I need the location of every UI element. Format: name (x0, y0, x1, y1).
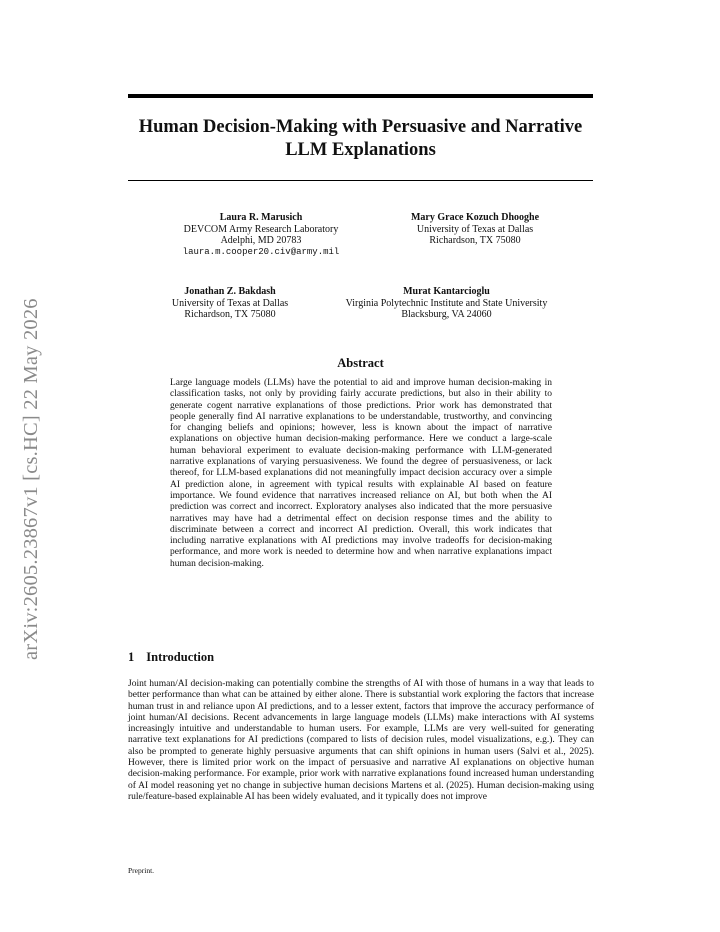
author-block (150, 286, 310, 321)
author-name: Mary Grace Kozuch Dhooghe (410, 212, 540, 223)
author-location: Blacksburg, VA 24060 (401, 309, 492, 320)
author-email[interactable]: laura.m.cooper20.civ@army.mil (182, 246, 340, 257)
title-top-rule (128, 94, 593, 98)
author-affiliation: Virginia Polytechnic Institute and State University (345, 297, 548, 309)
arxiv-identifier: arXiv:2605.23867v1 [cs.HC] 22 May 2026 (20, 298, 42, 660)
footer-note: Preprint. (128, 866, 155, 875)
abstract-heading: Abstract (337, 356, 384, 370)
author-block (170, 212, 352, 258)
author-location: Richardson, TX 75080 (184, 309, 276, 320)
paper-title: Human Decision-Making with Persuasive and Narrative LLM Explanations (138, 117, 583, 160)
section-heading (128, 650, 214, 665)
section-number: 1 (128, 650, 135, 664)
author-location: Richardson, TX 75080 (429, 235, 521, 246)
author-name: Laura R. Marusich (219, 212, 303, 223)
author-affiliation: University of Texas at Dallas (171, 297, 289, 309)
author-block (323, 286, 570, 321)
author-name: Jonathan Z. Bakdash (184, 286, 276, 297)
author-block (395, 212, 555, 247)
author-affiliation: University of Texas at Dallas (416, 223, 534, 235)
author-affiliation: DEVCOM Army Research Laboratory (183, 223, 339, 235)
introduction-text: Joint human/AI decision-making can potentially combine the strengths of AI with those of humans in a way that leads to better performance than what can be attained by either alone. There is substantial work exploring the factors that increase human trust in and reliance upon AI predictions, and to a lesser extent, factors that improve the accuracy performance of joint human/AI decisions. Recent advancements in large language models (LLMs) make interactions with AI systems increasingly intuitive and understandable to human users. For example, LLMs are very well-suited for generating narrative text explanations for AI predictions (compared to lists of decision rules, model visualizations, e.g.). They can also be prompted to generate highly persuasive arguments that can shift opinions in human users (Salvi et al., 2025). However, there is limited prior work on the impact of persuasive and narrative AI explanations on objective human decision-making performance. For example, prior work with narrative explanations found increased human understanding of AI model reasoning yet no change in subjective human decisions Martens et al. (2025). Human decision-making using rule/feature-based explainable AI has been widely evaluated, and it typically does not improve (128, 679, 594, 802)
abstract-text: Large language models (LLMs) have the potential to aid and improve human decision-making in classification tasks, not only by providing fairly accurate predictions, but also in their ability to generate cogent narrative explanations of those predictions. Prior work has demonstrated that people generally find AI narrative explanations to be understandable, trustworthy, and convincing for changing beliefs and opinions; however, less is known about the impact of narrative explanations on objective human decision-making performance. Here we conduct a large-scale human behavioral experiment to evaluate decision-making performance with LLM-generated narrative explanations of varying persuasiveness. We found the degree of persuasiveness, or lack thereof, for LLM-based explanations did not meaningfully impact decision accuracy over a simple AI prediction alone, in agreement with typical results with explainable AI based on feature importance. We found evidence that narratives increased reliance on AI, but both when the AI prediction was correct and incorrect. Exploratory analyses also indicated that the more persuasive narratives may have had a detrimental effect on decision response times and the ability to discriminate between a correct and incorrect AI prediction. Overall, this work indicates that including narrative explanations with AI predictions may involve tradeoffs for decision-making performance, and more work is needed to determine how and when narrative explanations impact human decision-making. (170, 378, 552, 569)
author-location: Adelphi, MD 20783 (220, 235, 302, 246)
title-bottom-rule (128, 180, 593, 181)
author-name: Murat Kantarcioglu (403, 286, 490, 297)
section-title: Introduction (146, 650, 215, 664)
